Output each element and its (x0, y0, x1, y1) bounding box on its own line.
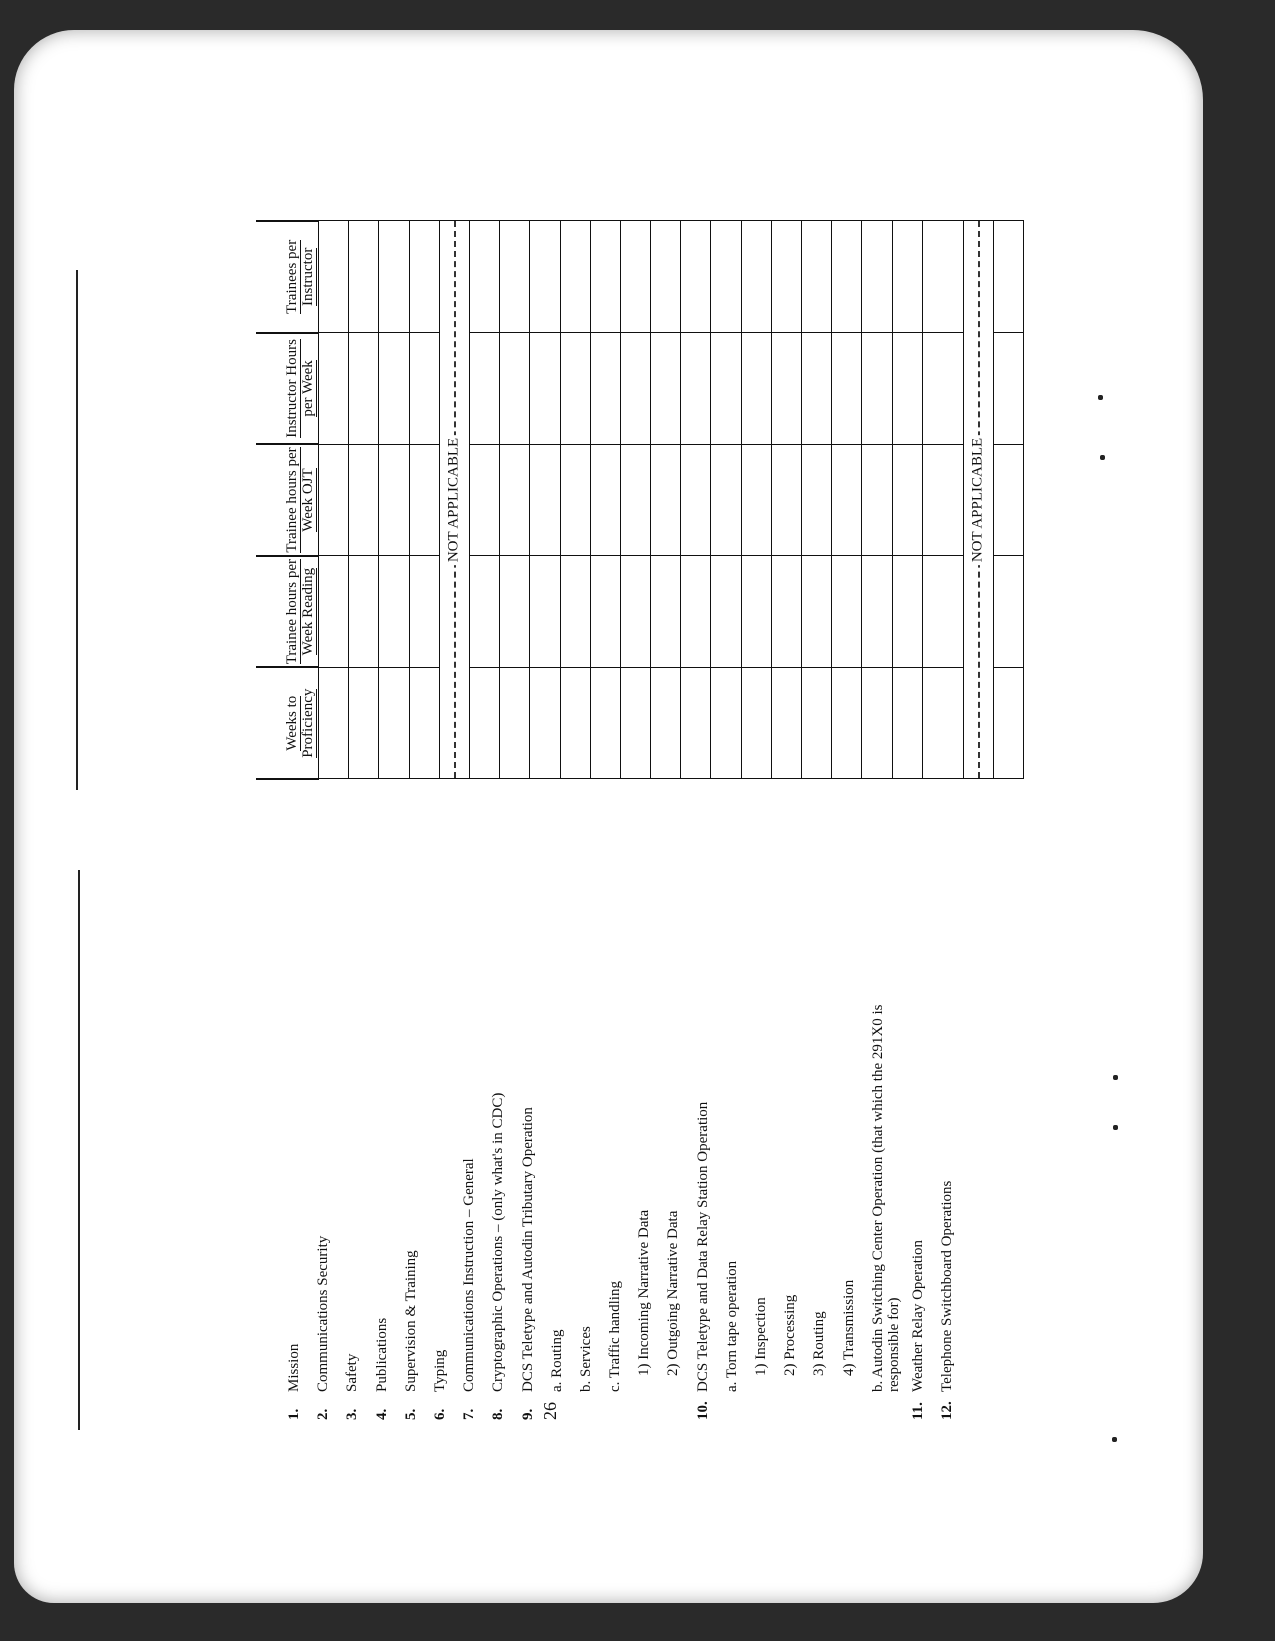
table-cell (832, 667, 862, 779)
table-cell (802, 667, 832, 779)
item-label: 2) Outgoing Narrative Data (665, 1210, 682, 1376)
table-row (379, 221, 409, 779)
table-cell (349, 333, 379, 445)
table-cell (741, 667, 771, 779)
list-item (904, 780, 933, 1420)
item-number: 5. (402, 1408, 419, 1420)
table-cell (741, 333, 771, 445)
list-item (835, 780, 864, 1420)
table-cell (892, 333, 922, 445)
table-cell (862, 333, 892, 445)
item-number: 10. (694, 1401, 711, 1420)
table-cell (620, 333, 650, 445)
table-cell (832, 444, 862, 556)
list-item (747, 780, 776, 1420)
item-label: Supervision & Training (402, 1250, 419, 1392)
table-cell (711, 221, 741, 333)
table-cell (590, 221, 620, 333)
table-cell (530, 556, 560, 668)
scan-speck (1100, 455, 1105, 460)
scan-speck (1112, 1437, 1117, 1442)
table-cell (560, 444, 590, 556)
table-cell (681, 333, 711, 445)
item-label: 3) Routing (811, 1311, 828, 1376)
item-label: a. Routing (548, 1329, 565, 1392)
item-label: Safety (344, 1353, 361, 1392)
table-cell (651, 556, 681, 668)
table-row (439, 221, 469, 779)
header-instructor-hours: Instructor Hours per Week (256, 333, 319, 445)
table-cell (620, 556, 650, 668)
item-label: Weather Relay Operation (909, 1239, 926, 1392)
list-item (864, 780, 904, 1420)
item-label: 1) Inspection (753, 1297, 769, 1376)
table-cell (530, 444, 560, 556)
list-item (426, 780, 455, 1420)
list-item (368, 780, 397, 1420)
list-item (543, 780, 572, 1420)
item-number: 2. (315, 1408, 332, 1420)
table-cell (681, 556, 711, 668)
table-row (771, 221, 801, 779)
not-applicable-label: NOT APPLICABLE (970, 435, 987, 565)
table-cell (802, 444, 832, 556)
table-cell (530, 667, 560, 779)
table-row (530, 221, 560, 779)
table-row (711, 221, 741, 779)
table-cell (409, 667, 439, 779)
table-cell (469, 444, 499, 556)
table-cell (319, 556, 349, 668)
item-number: 7. (461, 1408, 478, 1420)
item-label: Communications Security (315, 1235, 332, 1392)
table-cell (771, 221, 801, 333)
table-row (681, 221, 711, 779)
table-cell (379, 667, 409, 779)
list-item (718, 780, 747, 1420)
margin-line-left (76, 270, 78, 790)
table-cell (741, 444, 771, 556)
table-cell (319, 667, 349, 779)
table-cell (379, 444, 409, 556)
list-item (776, 780, 805, 1420)
item-number: 12. (938, 1401, 955, 1420)
table-cell (993, 667, 1023, 779)
table-cell (832, 333, 862, 445)
table-row (802, 221, 832, 779)
table-row (862, 221, 892, 779)
table-cell (993, 333, 1023, 445)
header-trainee-hours-ojt: Trainee hours per Week OJT (256, 444, 319, 556)
header-trainees-per-instructor: Trainees per Instructor (256, 221, 319, 333)
table-cell (922, 221, 963, 333)
item-number: 1. (286, 1408, 302, 1420)
table-cell (590, 667, 620, 779)
table-cell (560, 221, 590, 333)
table-cell (379, 221, 409, 333)
table-row (319, 221, 349, 779)
table-cell (771, 333, 801, 445)
list-item (659, 780, 688, 1420)
item-number: 8. (490, 1408, 507, 1420)
table-cell (681, 221, 711, 333)
table-cell (892, 556, 922, 668)
table-cell (711, 667, 741, 779)
item-label: Publications (373, 1317, 390, 1392)
table-row (349, 221, 379, 779)
table-cell (802, 221, 832, 333)
item-label: Mission (286, 1343, 302, 1392)
item-label: Cryptographic Operations – (only what's in CDC) (490, 1092, 507, 1392)
table-cell (469, 667, 499, 779)
table-cell (711, 333, 741, 445)
table-cell (681, 444, 711, 556)
list-item (933, 780, 962, 1420)
item-number: 3. (344, 1408, 361, 1420)
table-cell (993, 444, 1023, 556)
table-cell (469, 556, 499, 668)
table-cell (379, 556, 409, 668)
table-cell (590, 556, 620, 668)
list-item (572, 780, 601, 1420)
proficiency-table (256, 220, 1024, 780)
list-item (601, 780, 630, 1420)
table-cell (832, 221, 862, 333)
table-cell (349, 667, 379, 779)
table-cell (771, 667, 801, 779)
table-cell (319, 333, 349, 445)
table-cell (892, 221, 922, 333)
table-cell (560, 667, 590, 779)
table-cell (741, 221, 771, 333)
list-item (484, 780, 513, 1420)
not-applicable-cell (963, 221, 993, 779)
table-cell (651, 667, 681, 779)
table-cell (802, 556, 832, 668)
table-cell (681, 667, 711, 779)
item-label: DCS Teletype and Autodin Tributary Operation (519, 1107, 536, 1392)
table-cell (349, 556, 379, 668)
table-cell (832, 556, 862, 668)
table-cell (651, 221, 681, 333)
item-number: 6. (431, 1408, 448, 1420)
table-row (651, 221, 681, 779)
table-cell (560, 556, 590, 668)
table-cell (651, 444, 681, 556)
table-cell (349, 221, 379, 333)
table-cell (349, 444, 379, 556)
table-row (560, 221, 590, 779)
list-item (338, 780, 367, 1420)
table-cell (319, 444, 349, 556)
table-cell (862, 667, 892, 779)
list-item (514, 780, 543, 1420)
table-cell (500, 333, 530, 445)
table-cell (922, 444, 963, 556)
table-cell (862, 444, 892, 556)
table-cell (711, 444, 741, 556)
item-label: c. Traffic handling (607, 1281, 624, 1392)
table-cell (409, 556, 439, 668)
table-row (469, 221, 499, 779)
training-items-list (280, 780, 962, 1420)
table-cell (409, 444, 439, 556)
table-cell (862, 556, 892, 668)
table-cell (590, 444, 620, 556)
table-cell (862, 221, 892, 333)
scan-speck (1098, 395, 1103, 400)
table-cell (530, 333, 560, 445)
table-row (922, 221, 963, 779)
item-label: 4) Transmission (840, 1279, 857, 1376)
table-cell (409, 333, 439, 445)
table-cell (993, 221, 1023, 333)
margin-line-left-lower (78, 870, 80, 1430)
table-cell (590, 333, 620, 445)
proficiency-table-wrap (256, 220, 1024, 780)
table-cell (741, 556, 771, 668)
scan-speck (1113, 1125, 1118, 1130)
table-row (741, 221, 771, 779)
table-cell (469, 221, 499, 333)
page-number: 26 (540, 1402, 560, 1420)
list-item (280, 780, 309, 1420)
item-label: b. Services (577, 1326, 594, 1392)
table-cell (409, 221, 439, 333)
table-cell (469, 333, 499, 445)
not-applicable-cell (439, 221, 469, 779)
item-label: b. Autodin Switching Center Operation (that which the 291X0 is responsible for) (869, 1004, 902, 1392)
table-cell (500, 221, 530, 333)
table-cell (892, 444, 922, 556)
item-label: Communications Instruction – General (461, 1158, 478, 1392)
list-item (309, 780, 338, 1420)
table-cell (620, 667, 650, 779)
list-item (689, 780, 718, 1420)
table-row (963, 221, 993, 779)
table-cell (500, 444, 530, 556)
list-item (397, 780, 426, 1420)
table-row (620, 221, 650, 779)
table-cell (771, 556, 801, 668)
table-cell (560, 333, 590, 445)
table-cell (771, 444, 801, 556)
table-cell (802, 333, 832, 445)
item-label: Typing (431, 1349, 448, 1392)
table-cell (620, 221, 650, 333)
table-body (319, 221, 1024, 779)
item-label: a. Torn tape operation (723, 1260, 740, 1392)
table-cell (922, 667, 963, 779)
list-item (805, 780, 834, 1420)
scan-speck (1113, 1075, 1118, 1080)
table-row (590, 221, 620, 779)
table-cell (651, 333, 681, 445)
table-cell (530, 221, 560, 333)
table-cell (500, 556, 530, 668)
item-number: 11. (909, 1402, 926, 1420)
table-cell (922, 556, 963, 668)
table-row (832, 221, 862, 779)
not-applicable-label: NOT APPLICABLE (446, 435, 463, 565)
table-row (892, 221, 922, 779)
table-cell (500, 667, 530, 779)
rotated-page-content (160, 220, 1040, 1420)
header-weeks-to-proficiency: Weeks to Proficiency (256, 667, 319, 779)
item-label: 2) Processing (782, 1294, 799, 1376)
table-row (993, 221, 1023, 779)
table-cell (620, 444, 650, 556)
table-cell (319, 221, 349, 333)
table-cell (993, 556, 1023, 668)
list-item (455, 780, 484, 1420)
item-label: Telephone Switchboard Operations (938, 1180, 955, 1392)
header-trainee-hours-reading: Trainee hours per Week Reading (256, 556, 319, 668)
table-cell (711, 556, 741, 668)
table-cell (922, 333, 963, 445)
list-item (630, 780, 659, 1420)
item-number: 9. (519, 1408, 536, 1420)
item-number: 4. (373, 1408, 390, 1420)
table-cell (892, 667, 922, 779)
item-label: 1) Incoming Narrative Data (636, 1209, 653, 1376)
table-cell (379, 333, 409, 445)
item-label: DCS Teletype and Data Relay Station Operation (694, 1101, 711, 1392)
table-row (500, 221, 530, 779)
table-row (409, 221, 439, 779)
